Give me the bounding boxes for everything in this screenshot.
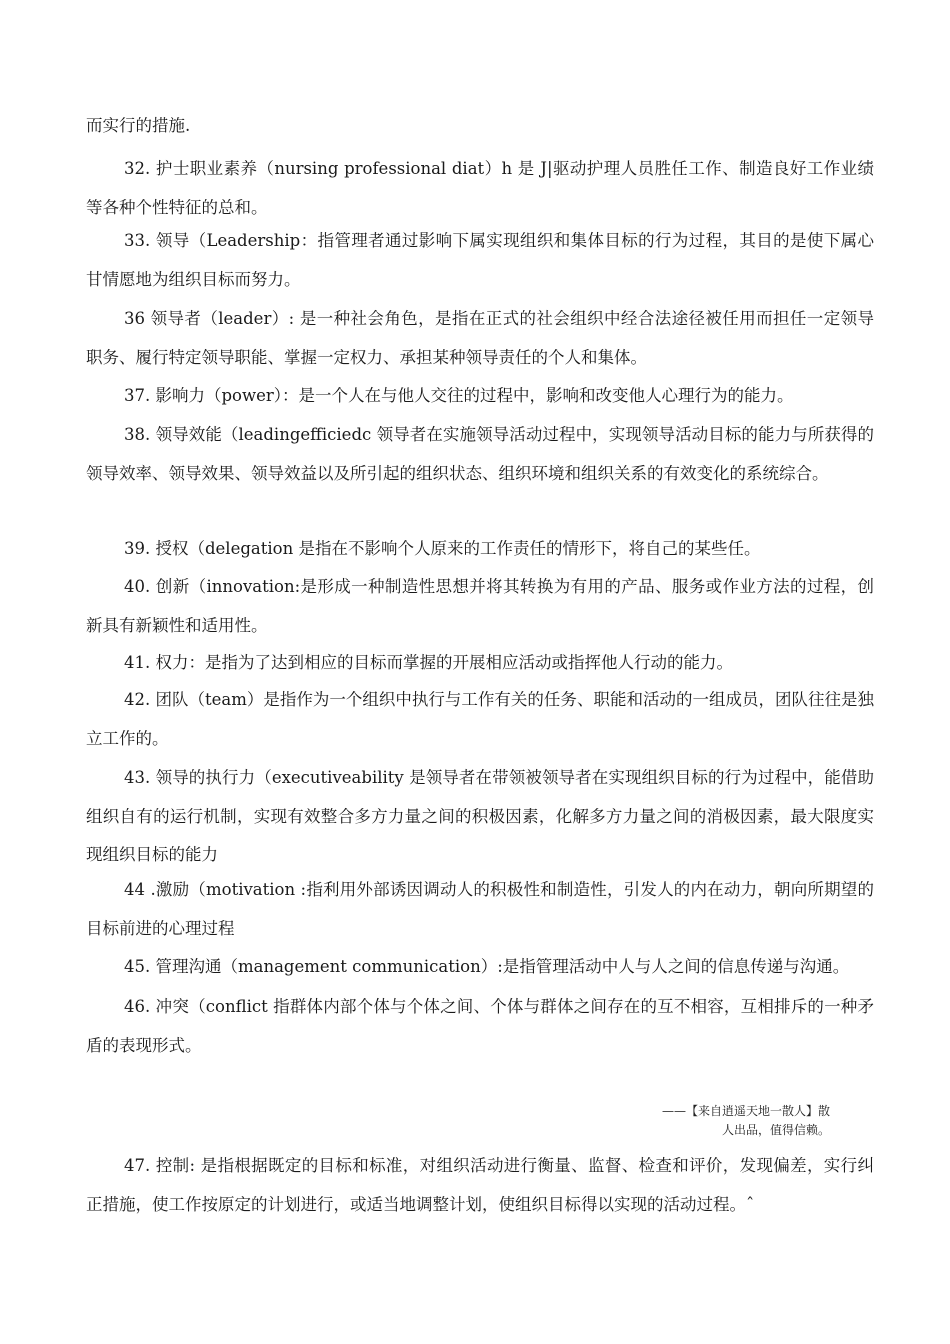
paragraph-37-power: 37. 影响力（power）：是一个人在与他人交往的过程中，影响和改变他人心理行为的能力。 bbox=[124, 386, 794, 405]
paragraph-continuation: 而实行的措施. bbox=[86, 116, 191, 135]
footer-note bbox=[640, 1102, 840, 1140]
footer-note-line2: 人出品，值得信赖。 bbox=[722, 1123, 831, 1137]
paragraph-41-power-authority: 41. 权力：是指为了达到相应的目标而掌握的开展相应活动或指挥他人行动的能力。 bbox=[124, 653, 733, 672]
paragraph-33-leadership: 33. 领导（Leadership：指管理者通过影响下属实现组织和集体目标的行为过程，其目的是使下属心甘情愿地为组织目标而努力。 bbox=[86, 231, 874, 289]
paragraph-40-innovation: 40. 创新（innovation:是形成一种制造性思想并将其转换为有用的产品、服务或作业方法的过程，创新具有新颖性和适用性。 bbox=[86, 577, 874, 635]
footer-note-line1: ——【来自逍遥天地一散人】散 bbox=[662, 1104, 831, 1118]
paragraph-47-control: 47. 控制: 是指根据既定的目标和标准，对组织活动进行衡量、监督、检查和评价，发现偏差，实行纠正措施，使工作按原定的计划进行，或适当地调整计划，使组织目标得以实现的活动过程。ˆ bbox=[86, 1156, 874, 1214]
paragraph-43-executive-ability: 43. 领导的执行力（executiveability 是领导者在带领被领导者在实现组织目标的行为过程中，能借助组织自有的运行机制，实现有效整合多方力量之间的积极因素，化解多方力量之间的消极因素，最大限度实现组织目标的能力 bbox=[86, 768, 874, 864]
paragraph-46-conflict: 46. 冲突（conflict 指群体内部个体与个体之间、个体与群体之间存在的互不相容，互相排斥的一种矛盾的表现形式。 bbox=[86, 997, 874, 1055]
paragraph-42-team: 42. 团队（team）是指作为一个组织中执行与工作有关的任务、职能和活动的一组成员，团队往往是独立工作的。 bbox=[86, 690, 874, 748]
paragraph-44-motivation: 44 .激励（motivation :指利用外部诱因调动人的积极性和制造性，引发人的内在动力，朝向所期望的目标前进的心理过程 bbox=[86, 880, 874, 938]
paragraph-45-management-communication: 45. 管理沟通（management communication）:是指管理活动中人与人之间的信息传递与沟通。 bbox=[124, 957, 850, 976]
paragraph-39-delegation: 39. 授权（delegation 是指在不影响个人原来的工作责任的情形下，将自己的某些任。 bbox=[124, 539, 761, 558]
paragraph-32-nursing-professional: 32. 护士职业素养（nursing professional diat）h 是 J|驱动护理人员胜任工作、制造良好工作业绩等各种个性特征的总和。 bbox=[86, 159, 874, 217]
paragraph-36-leader: 36 领导者（leader）: 是一种社会角色，是指在正式的社会组织中经合法途径被任用而担任一定领导职务、履行特定领导职能、掌握一定权力、承担某种领导责任的个人和集体。 bbox=[86, 309, 874, 367]
paragraph-38-leading-efficiency: 38. 领导效能（leadingefficiedc 领导者在实施领导活动过程中，实现领导活动目标的能力与所获得的领导效率、领导效果、领导效益以及所引起的组织状态、组织环境和组织关系的有效变化的系统综合。 bbox=[86, 425, 874, 483]
